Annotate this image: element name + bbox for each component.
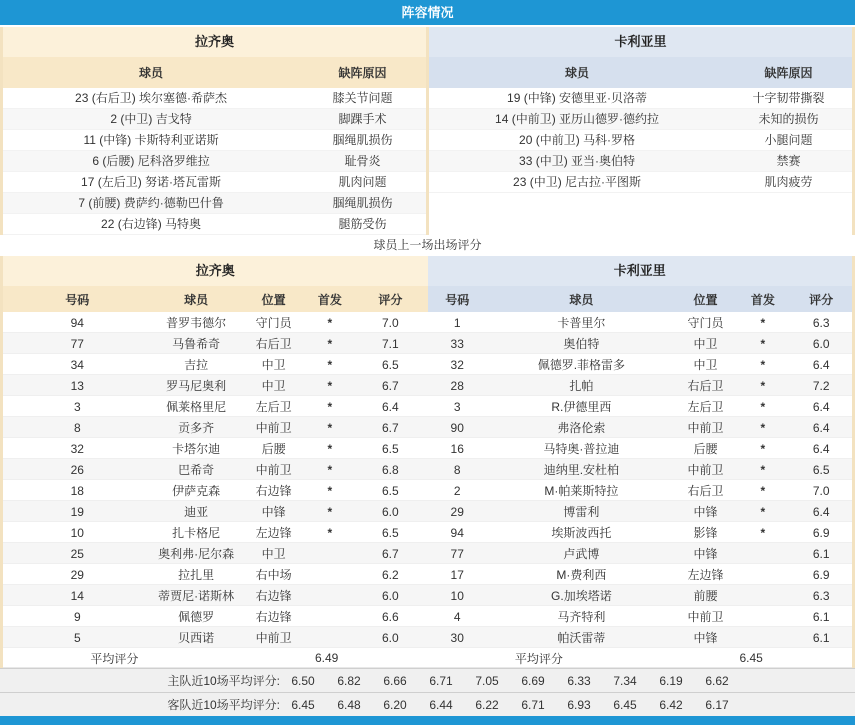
absence-home-panel: [3, 27, 429, 235]
rating-value: 6.48: [337, 697, 361, 712]
player-rating: 6.7: [381, 378, 399, 393]
player-rating: 7.0: [381, 315, 399, 330]
absence-player: 20 (中前卫) 马科·罗格: [519, 133, 636, 147]
absence-player: 14 (中前卫) 亚历山德罗·德约拉: [495, 112, 660, 126]
column-player: 球员: [139, 66, 164, 80]
player-name: 迪纳里.安杜柏: [543, 463, 620, 477]
player-position: 中卫: [693, 358, 718, 372]
absence-reason: 腘绳肌损伤: [332, 196, 393, 210]
starter-flag: *: [760, 336, 766, 351]
rating-row: [428, 312, 853, 333]
starter-flag: *: [327, 462, 333, 477]
starter-flag: *: [327, 399, 333, 414]
absence-section: [0, 27, 855, 235]
starter-flag: *: [760, 378, 766, 393]
rating-row: [428, 501, 853, 522]
player-position: 中锋: [693, 547, 718, 561]
column-header: 球员: [569, 292, 594, 307]
rating-value: 6.66: [383, 673, 407, 688]
rating-value: 6.22: [475, 697, 499, 712]
player-rating: 6.2: [381, 567, 399, 582]
player-rating: 7.0: [812, 483, 830, 498]
player-name: 卡普里尔: [557, 316, 606, 330]
player-number: 94: [450, 525, 464, 540]
player-name: 马特奥·普拉迪: [543, 442, 620, 456]
player-position: 右后卫: [687, 379, 724, 393]
rating-value: 7.05: [475, 673, 499, 688]
rating-row: [3, 606, 428, 627]
player-position: 中卫: [693, 337, 718, 351]
player-number: 4: [453, 609, 461, 624]
average-value: 6.49: [314, 651, 339, 665]
player-number: 30: [450, 630, 464, 645]
player-rating: 6.5: [381, 441, 399, 456]
rating-row: [428, 417, 853, 438]
player-rating: 6.4: [812, 504, 830, 519]
player-number: 8: [453, 462, 461, 477]
player-rating: 6.1: [812, 546, 830, 561]
rating-row: [428, 480, 853, 501]
player-position: 左边锋: [255, 526, 292, 540]
rating-value: 6.45: [291, 697, 315, 712]
ratings-home-panel: [3, 256, 428, 668]
absence-player: 23 (中卫) 尼古拉·平图斯: [513, 175, 642, 189]
player-name: 迪亚: [184, 505, 209, 519]
ratings-away-panel: [428, 256, 853, 668]
absence-reason: 十字韧带撕裂: [752, 91, 825, 105]
player-position: 中前卫: [255, 421, 292, 435]
player-position: 前腰: [693, 589, 718, 603]
player-name: M·帕莱斯特拉: [544, 484, 619, 498]
player-rating: 6.5: [812, 462, 830, 477]
rating-value: 6.42: [659, 697, 683, 712]
player-rating: 6.0: [381, 504, 399, 519]
rating-row: [428, 354, 853, 375]
player-name: 马鲁希奇: [172, 337, 221, 351]
player-position: 守门员: [687, 316, 724, 330]
player-rating: 6.6: [381, 609, 399, 624]
ratings-section: [0, 256, 855, 668]
player-rating: 6.9: [812, 567, 830, 582]
player-rating: 6.7: [381, 420, 399, 435]
rating-value: 6.82: [337, 673, 361, 688]
player-number: 18: [70, 483, 84, 498]
player-number: 14: [70, 588, 84, 603]
player-rating: 6.5: [381, 357, 399, 372]
page-title: 阵容情况: [0, 0, 855, 25]
player-position: 左后卫: [687, 400, 724, 414]
starter-flag: *: [760, 525, 766, 540]
starter-flag: *: [327, 378, 333, 393]
player-name: 普罗韦德尔: [166, 316, 227, 330]
rating-row: [3, 396, 428, 417]
player-name: R.伊德里西: [551, 400, 612, 414]
player-number: 26: [70, 462, 84, 477]
absence-player: 2 (中卫) 吉戈特: [110, 112, 192, 126]
starter-flag: *: [327, 525, 333, 540]
player-rating: 6.1: [812, 630, 830, 645]
rating-row: [3, 438, 428, 459]
absence-row: [3, 151, 426, 172]
rating-row: [3, 522, 428, 543]
absence-reason: 小腿问题: [764, 133, 813, 147]
absence-reason: 膝关节问题: [332, 91, 393, 105]
player-rating: 6.8: [381, 462, 399, 477]
player-number: 90: [450, 420, 464, 435]
rating-row: [3, 585, 428, 606]
column-header: 球员: [184, 292, 209, 307]
absence-away-panel: [429, 27, 852, 235]
player-position: 中锋: [693, 505, 718, 519]
player-number: 17: [450, 567, 464, 582]
rating-row: [3, 375, 428, 396]
absence-player: 19 (中锋) 安德里亚·贝洛蒂: [507, 91, 648, 105]
rating-value: 6.69: [521, 673, 545, 688]
rating-row: [3, 333, 428, 354]
home-last10-row: [0, 668, 855, 692]
player-rating: 6.1: [812, 609, 830, 624]
starter-flag: *: [327, 483, 333, 498]
absence-home-rows: [3, 88, 426, 235]
player-position: 中前卫: [687, 463, 724, 477]
home-last10-values: [280, 674, 740, 688]
player-name: M·费利西: [556, 568, 607, 582]
absence-reason: 未知的损伤: [758, 112, 819, 126]
average-row: [3, 648, 428, 668]
absence-reason: 腘绳肌损伤: [332, 133, 393, 147]
away-last10-row: [0, 692, 855, 716]
column-player: 球员: [565, 66, 590, 80]
rating-row: [428, 459, 853, 480]
rating-row: [3, 354, 428, 375]
player-position: 中前卫: [687, 610, 724, 624]
absence-player: 22 (右边锋) 马特奥: [101, 217, 202, 231]
player-number: 28: [450, 378, 464, 393]
player-rating: 6.5: [381, 483, 399, 498]
player-number: 9: [73, 609, 81, 624]
rating-value: 6.45: [613, 697, 637, 712]
player-rating: 6.5: [381, 525, 399, 540]
absence-home-columns: [3, 57, 426, 88]
rating-row: [428, 375, 853, 396]
starter-flag: *: [760, 399, 766, 414]
average-row: [428, 648, 853, 668]
player-number: 77: [450, 546, 464, 561]
player-name: 奥利弗·尼尔森: [158, 547, 235, 561]
starter-flag: *: [327, 420, 333, 435]
column-header: 号码: [65, 292, 90, 307]
column-reason: 缺阵原因: [338, 66, 387, 80]
player-name: 博雷利: [563, 505, 600, 519]
rating-row: [428, 333, 853, 354]
away-last10-label: 客队近10场平均评分:: [167, 698, 280, 712]
player-name: 佩德罗.菲格雷多: [537, 358, 626, 372]
player-position: 中锋: [693, 631, 718, 645]
player-name: 马齐特利: [557, 610, 606, 624]
home-last10-label: 主队近10场平均评分:: [167, 674, 280, 688]
absence-row: [3, 130, 426, 151]
player-number: 16: [450, 441, 464, 456]
absence-row: [429, 130, 852, 151]
rating-value: 6.44: [429, 697, 453, 712]
player-rating: 6.4: [812, 357, 830, 372]
player-number: 10: [70, 525, 84, 540]
player-position: 中卫: [261, 358, 286, 372]
rating-row: [428, 585, 853, 606]
rating-row: [428, 627, 853, 648]
player-position: 右边锋: [255, 589, 292, 603]
rating-value: 6.20: [383, 697, 407, 712]
absence-row: [3, 214, 426, 235]
player-number: 3: [453, 399, 461, 414]
rating-value: 6.71: [429, 673, 453, 688]
column-header: 评分: [809, 292, 834, 307]
player-number: 29: [70, 567, 84, 582]
starter-flag: *: [760, 315, 766, 330]
absence-player: 7 (前腰) 费萨约·德勒巴什鲁: [78, 196, 224, 210]
player-position: 左边锋: [687, 568, 724, 582]
absence-player: 33 (中卫) 亚当·奥伯特: [519, 154, 636, 168]
absence-row: [429, 88, 852, 109]
rating-value: 6.33: [567, 673, 591, 688]
absence-row: [429, 172, 852, 193]
starter-flag: *: [760, 420, 766, 435]
player-rating: 6.9: [812, 525, 830, 540]
player-name: G.加埃塔诺: [551, 589, 612, 603]
absence-row: [3, 193, 426, 214]
rating-row: [3, 417, 428, 438]
player-name: 贝西诺: [178, 631, 215, 645]
player-rating: 6.0: [812, 336, 830, 351]
rating-row: [428, 564, 853, 585]
player-name: 佩莱格里尼: [166, 400, 227, 414]
starter-flag: *: [327, 336, 333, 351]
column-header: 位置: [261, 292, 286, 307]
player-rating: 7.1: [381, 336, 399, 351]
player-name: 伊萨克森: [172, 484, 221, 498]
player-name: 帕沃雷蒂: [557, 631, 606, 645]
player-number: 29: [450, 504, 464, 519]
player-rating: 6.3: [812, 588, 830, 603]
rating-value: 7.34: [613, 673, 637, 688]
player-number: 3: [73, 399, 81, 414]
ratings-caption: 球员上一场出场评分: [0, 235, 855, 256]
rating-row: [3, 564, 428, 585]
player-rating: 6.0: [381, 588, 399, 603]
away-last10-values: [280, 698, 740, 712]
column-header: 位置: [693, 292, 718, 307]
player-rating: 6.4: [812, 399, 830, 414]
absence-player: 23 (右后卫) 埃尔塞德·希萨杰: [75, 91, 228, 105]
player-rating: 7.2: [812, 378, 830, 393]
rating-row: [428, 522, 853, 543]
player-name: 扎卡格尼: [172, 526, 221, 540]
absence-player: 6 (后腰) 尼科洛罗维拉: [92, 154, 210, 168]
rating-row: [428, 606, 853, 627]
player-position: 中锋: [261, 505, 286, 519]
player-rating: 6.4: [381, 399, 399, 414]
column-header: 首发: [750, 292, 775, 307]
player-number: 77: [70, 336, 84, 351]
starter-flag: *: [760, 483, 766, 498]
absence-away-rows: [429, 88, 852, 193]
player-number: 10: [450, 588, 464, 603]
starter-flag: *: [327, 504, 333, 519]
player-position: 守门员: [255, 316, 292, 330]
rating-value: 6.71: [521, 697, 545, 712]
starter-flag: *: [327, 441, 333, 456]
player-rating: 6.7: [381, 546, 399, 561]
column-header: 号码: [445, 292, 470, 307]
rating-row: [3, 501, 428, 522]
player-position: 中前卫: [255, 463, 292, 477]
starter-flag: *: [327, 357, 333, 372]
player-position: 后腰: [693, 442, 718, 456]
player-rating: 6.4: [812, 420, 830, 435]
player-number: 34: [70, 357, 84, 372]
rating-row: [3, 480, 428, 501]
absence-reason: 脚踝手术: [338, 112, 387, 126]
player-name: 卡塔尔迪: [172, 442, 221, 456]
player-name: 蒂贾尼·诺斯林: [158, 589, 235, 603]
player-position: 左后卫: [255, 400, 292, 414]
absence-row: [3, 172, 426, 193]
bottom-accent-bar: [0, 716, 855, 725]
home-team-name: 拉齐奥: [3, 27, 426, 57]
player-position: 影锋: [693, 526, 718, 540]
player-name: 佩德罗: [178, 610, 215, 624]
column-header: 首发: [317, 292, 342, 307]
player-name: 卢武博: [563, 547, 600, 561]
player-position: 中前卫: [255, 631, 292, 645]
player-name: 弗洛伦索: [557, 421, 606, 435]
player-number: 94: [70, 315, 84, 330]
absence-reason: 肌肉问题: [338, 175, 387, 189]
rating-value: 6.17: [705, 697, 729, 712]
absence-row: [3, 88, 426, 109]
rating-row: [428, 438, 853, 459]
starter-flag: *: [760, 357, 766, 372]
absence-row: [3, 109, 426, 130]
player-position: 中卫: [261, 547, 286, 561]
player-number: 8: [73, 420, 81, 435]
player-number: 13: [70, 378, 84, 393]
player-number: 32: [450, 357, 464, 372]
player-number: 5: [73, 630, 81, 645]
rating-value: 6.19: [659, 673, 683, 688]
player-position: 右后卫: [255, 337, 292, 351]
player-position: 中卫: [261, 379, 286, 393]
player-number: 33: [450, 336, 464, 351]
rating-row: [428, 396, 853, 417]
absence-away-columns: [429, 57, 852, 88]
absence-row: [429, 109, 852, 130]
away-team-name: 卡利亚里: [429, 27, 852, 57]
player-position: 右边锋: [255, 484, 292, 498]
player-name: 贡多齐: [178, 421, 215, 435]
player-position: 右后卫: [687, 484, 724, 498]
rating-row: [3, 312, 428, 333]
player-name: 罗马尼奥利: [166, 379, 227, 393]
ratings-away-columns: [428, 286, 853, 312]
absence-reason: 肌肉疲劳: [764, 175, 813, 189]
player-rating: 6.0: [381, 630, 399, 645]
rating-row: [3, 543, 428, 564]
rating-row: [3, 627, 428, 648]
starter-flag: *: [760, 462, 766, 477]
column-reason: 缺阵原因: [764, 66, 813, 80]
player-number: 1: [453, 315, 461, 330]
player-position: 右边锋: [255, 610, 292, 624]
absence-player: 11 (中锋) 卡斯特利亚诺斯: [83, 133, 219, 147]
rating-row: [428, 543, 853, 564]
ratings-home-columns: [3, 286, 428, 312]
player-position: 中前卫: [687, 421, 724, 435]
column-header: 评分: [378, 292, 403, 307]
player-name: 拉扎里: [178, 568, 215, 582]
player-name: 巴希奇: [178, 463, 215, 477]
absence-reason: 腿筋受伤: [338, 217, 387, 231]
starter-flag: *: [760, 441, 766, 456]
player-name: 奥伯特: [563, 337, 600, 351]
average-label: 平均评分: [90, 651, 139, 666]
absence-reason: 耻骨炎: [344, 154, 381, 168]
average-value: 6.45: [739, 651, 763, 665]
average-label: 平均评分: [514, 651, 563, 666]
rating-value: 6.50: [291, 673, 315, 688]
absence-player: 17 (左后卫) 努诺·塔瓦雷斯: [81, 175, 222, 189]
starter-flag: *: [327, 315, 333, 330]
player-position: 右中场: [255, 568, 292, 582]
player-number: 2: [453, 483, 461, 498]
player-number: 25: [70, 546, 84, 561]
player-name: 扎帕: [569, 379, 594, 393]
player-rating: 6.4: [812, 441, 830, 456]
ratings-away-rows: [428, 312, 853, 648]
player-number: 19: [70, 504, 84, 519]
absence-reason: 禁赛: [776, 154, 801, 168]
ratings-home-rows: [3, 312, 428, 648]
rating-value: 6.93: [567, 697, 591, 712]
player-name: 埃斯波西托: [551, 526, 612, 540]
away-team-name: 卡利亚里: [428, 256, 853, 286]
home-team-name: 拉齐奥: [3, 256, 428, 286]
player-position: 后腰: [261, 442, 286, 456]
starter-flag: *: [760, 504, 766, 519]
player-number: 32: [70, 441, 84, 456]
player-rating: 6.3: [812, 315, 830, 330]
rating-value: 6.62: [705, 673, 729, 688]
player-name: 吉拉: [184, 358, 209, 372]
rating-row: [3, 459, 428, 480]
absence-row: [429, 151, 852, 172]
